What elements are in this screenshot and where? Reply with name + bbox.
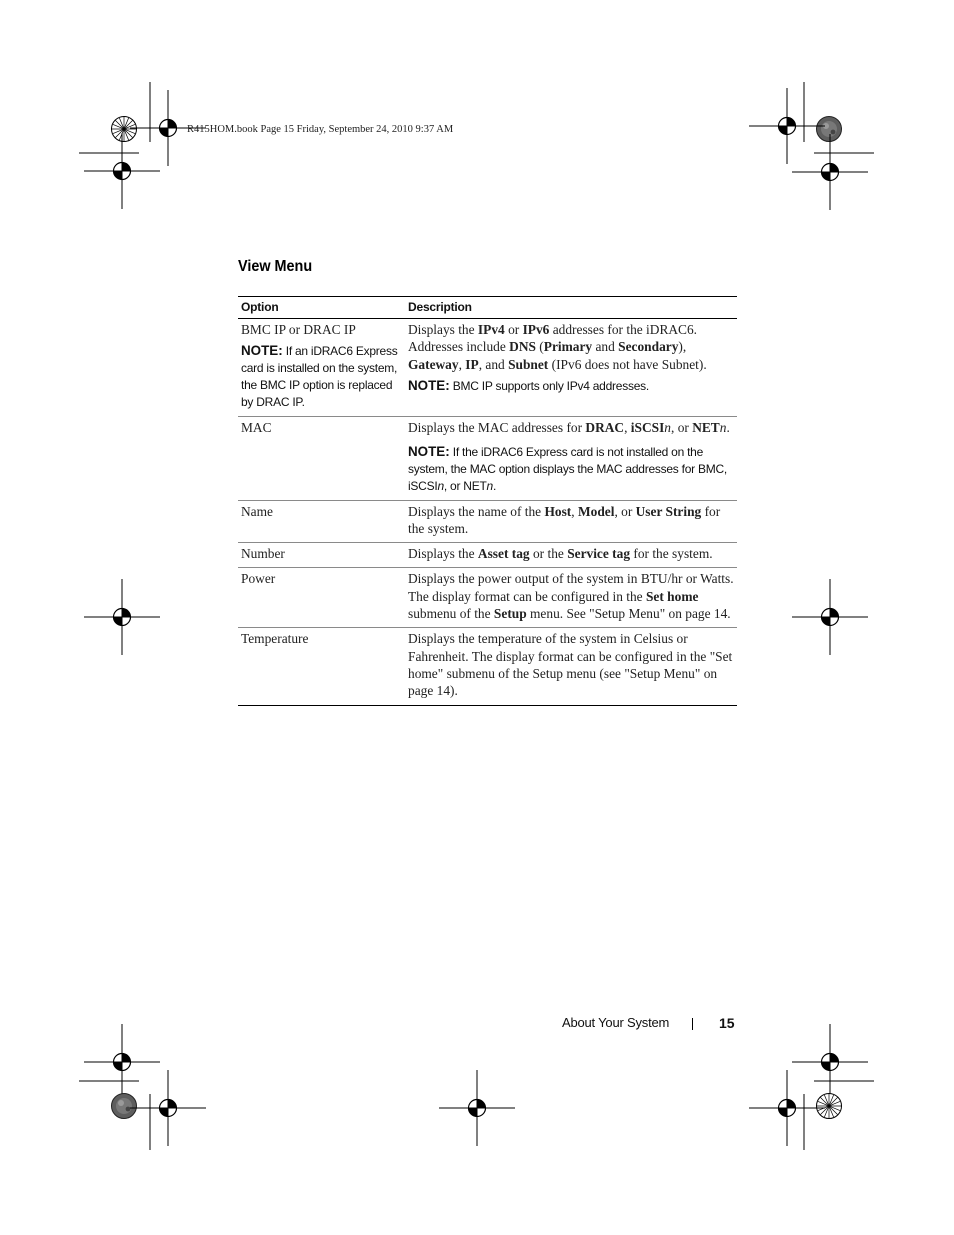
text-run: Setup	[493, 606, 527, 622]
text-run: , or	[614, 503, 636, 519]
table-header-row	[238, 297, 737, 319]
text-run: iSCSI	[630, 420, 665, 436]
description-cell	[405, 568, 737, 628]
description-cell	[405, 417, 737, 500]
description-cell	[405, 500, 737, 543]
description-note	[408, 377, 734, 395]
table-row	[238, 319, 737, 417]
text-run: menu. See "Setup Menu" on page 14.	[526, 606, 731, 622]
text-run: for the system.	[408, 503, 721, 536]
table-body	[238, 319, 737, 706]
option-cell	[238, 319, 405, 417]
text-run: for the system.	[630, 546, 713, 562]
option-note	[241, 342, 402, 411]
note-text: If an iDRAC6 Express card is installed on the system, the BMC IP option is replaced by DRAC IP.	[241, 344, 398, 410]
table-row	[238, 500, 737, 543]
text-run: Displays the power output of the system in BTU/hr or Watts. The display format can be configured in the	[408, 571, 734, 604]
option-cell	[238, 500, 405, 543]
text-run: , or NET	[443, 478, 487, 493]
text-run: ,	[624, 420, 631, 436]
option-name: MAC	[241, 420, 272, 436]
option-name: Number	[241, 546, 285, 562]
description-text	[408, 630, 734, 699]
text-run: Gateway	[408, 356, 459, 372]
text-run: Service tag	[567, 546, 631, 562]
description-text	[408, 321, 734, 373]
description-text	[408, 545, 734, 562]
description-text	[408, 570, 734, 622]
text-run: Primary	[543, 339, 593, 355]
text-run: n	[664, 420, 671, 436]
text-run: ),	[678, 339, 687, 355]
text-run: Set home	[645, 588, 699, 604]
text-run: and	[592, 339, 619, 355]
text-run: ,	[571, 503, 578, 519]
text-run: ,	[458, 356, 466, 372]
text-run: submenu of the	[408, 606, 494, 622]
option-cell	[238, 568, 405, 628]
description-cell	[405, 628, 737, 705]
text-run: .	[726, 420, 730, 436]
option-cell	[238, 417, 405, 500]
option-name: Power	[241, 571, 276, 587]
text-run: DNS	[509, 339, 536, 355]
text-run: n	[437, 478, 444, 493]
view-menu-table	[238, 296, 737, 706]
description-note	[408, 443, 734, 495]
text-run: n	[719, 420, 727, 436]
description-cell	[405, 319, 737, 417]
description-cell	[405, 543, 737, 568]
text-run: If the iDRAC6 Express card is not installed on the system, the MAC option displays the MAC addresses for BMC, iSCSI	[408, 444, 727, 493]
text-run: IP	[465, 356, 479, 372]
description-text	[408, 503, 734, 538]
note-label: NOTE:	[241, 343, 283, 359]
text-run: IPv6	[522, 322, 550, 337]
page-number: 15	[719, 1015, 735, 1031]
text-run: or	[504, 322, 523, 337]
table-row	[238, 543, 737, 568]
text-run: Secondary	[618, 339, 679, 355]
note-label: NOTE:	[408, 443, 450, 459]
text-run: IPv4	[477, 322, 505, 337]
text-run: Displays the	[408, 322, 478, 337]
text-run: Asset tag	[477, 546, 530, 562]
option-name: BMC IP or DRAC IP	[241, 322, 356, 337]
column-header-description: Description	[408, 300, 472, 314]
option-cell	[238, 628, 405, 705]
print-header: R415HOM.book Page 15 Friday, September 24, 2010 9:37 AM	[187, 124, 454, 135]
text-run: .	[492, 478, 497, 493]
table-row	[238, 417, 737, 500]
section-title: View Menu	[238, 258, 313, 275]
text-run: addresses for the iDRAC6. Addresses include	[408, 322, 698, 355]
description-text	[408, 419, 734, 436]
text-run: BMC IP supports only IPv4 addresses.	[449, 378, 649, 393]
text-run: or the	[529, 546, 568, 562]
text-run: DRAC	[585, 420, 625, 436]
text-run: Model	[577, 503, 615, 519]
text-run: Displays the MAC addresses for	[408, 420, 586, 436]
text-run: Host	[544, 503, 572, 519]
option-name: Temperature	[241, 631, 309, 647]
text-run: n	[486, 478, 493, 493]
text-run: User String	[635, 503, 702, 519]
text-run: Displays the temperature of the system in Celsius or Fahrenheit. The display format can be configured in the "Set home" submenu of the Setup menu (see "Setup Menu" on page 14).	[408, 631, 733, 699]
text-run: (IPv6 does not have Subnet).	[548, 356, 707, 372]
text-run: , and	[478, 356, 509, 372]
text-run: (	[535, 339, 544, 355]
table-row	[238, 568, 737, 628]
text-run: Displays the	[408, 546, 478, 562]
text-run: , or	[671, 420, 693, 436]
text-run: Subnet	[508, 356, 549, 372]
option-cell	[238, 543, 405, 568]
footer-section-label: About Your System	[562, 1015, 670, 1030]
column-header-option: Option	[241, 300, 279, 314]
note-label: NOTE:	[408, 377, 450, 393]
table-row	[238, 628, 737, 705]
text-run: Displays the name of the	[408, 503, 545, 519]
text-run: NET	[692, 420, 720, 436]
footer-divider	[692, 1018, 693, 1030]
option-name: Name	[241, 503, 273, 519]
